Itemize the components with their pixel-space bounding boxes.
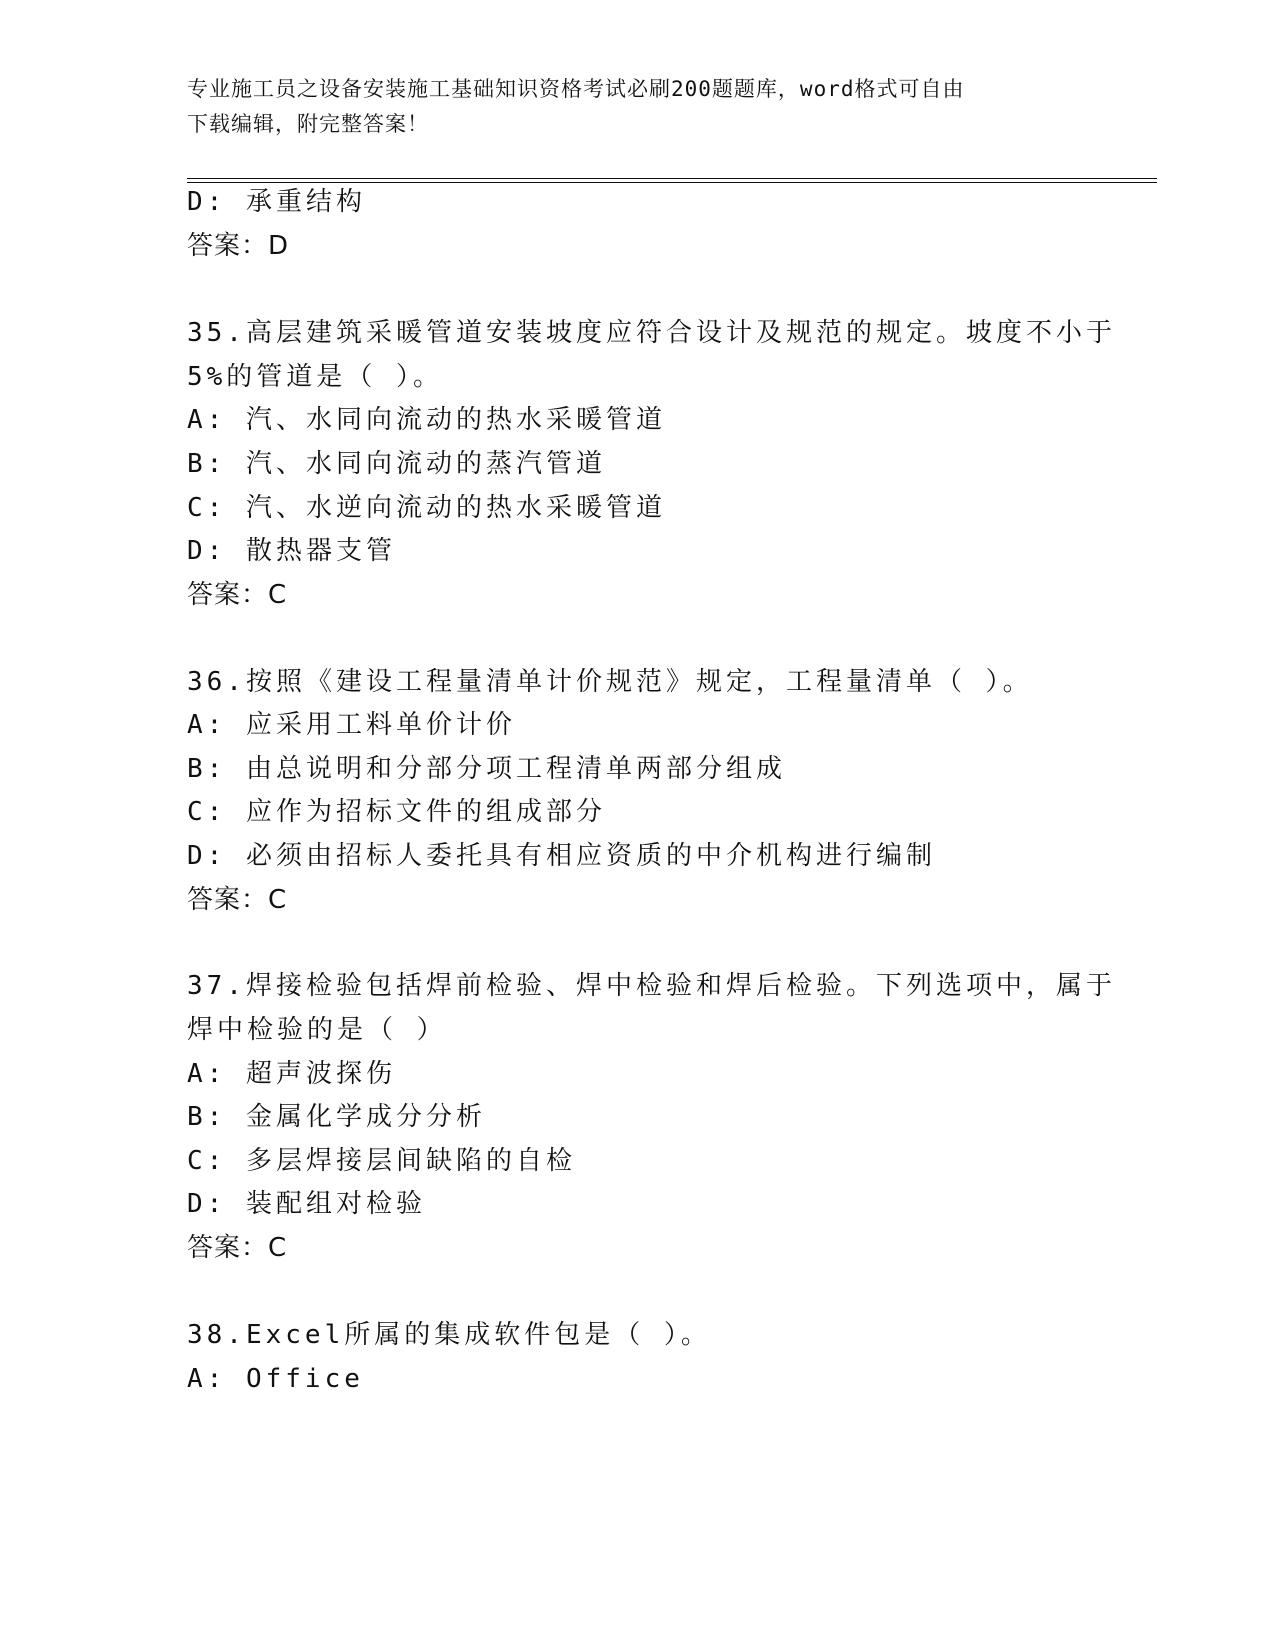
question-35-option-c: C: 汽、水逆向流动的热水采暖管道 — [187, 493, 666, 523]
question-37-option-d: D: 装配组对检验 — [187, 1189, 426, 1219]
prev-answer: 答案：D — [187, 231, 290, 261]
question-35-option-a: A: 汽、水同向流动的热水采暖管道 — [187, 405, 666, 435]
question-38-option-a: A: Office — [187, 1364, 364, 1394]
document-header — [187, 72, 1067, 142]
question-36-option-d: D: 必须由招标人委托具有相应资质的中介机构进行编制 — [187, 841, 936, 871]
question-35-stem-line1: 35.高层建筑采暖管道安装坡度应符合设计及规范的规定。坡度不小于 — [187, 318, 1116, 348]
question-37-option-a: A: 超声波探伤 — [187, 1059, 396, 1089]
question-35-answer: 答案：C — [187, 580, 288, 610]
header-divider — [187, 178, 1157, 183]
question-35-option-d: D: 散热器支管 — [187, 536, 396, 566]
document-page — [187, 0, 1157, 1650]
question-37-answer: 答案：C — [187, 1233, 288, 1263]
question-38-stem-line1: 38.Excel所属的集成软件包是（ ）。 — [187, 1320, 711, 1350]
question-37-option-b: B: 金属化学成分分析 — [187, 1102, 486, 1132]
prev-option-d: D: 承重结构 — [187, 187, 366, 217]
header-title-line2: 下载编辑，附完整答案！ — [187, 112, 429, 136]
header-title-line1: 专业施工员之设备安装施工基础知识资格考试必刷200题题库，word格式可自由 — [187, 77, 965, 101]
question-37-option-c: C: 多层焊接层间缺陷的自检 — [187, 1146, 576, 1176]
question-36-option-b: B: 由总说明和分部分项工程清单两部分组成 — [187, 754, 786, 784]
question-36-option-c: C: 应作为招标文件的组成部分 — [187, 797, 606, 827]
question-36-option-a: A: 应采用工料单价计价 — [187, 710, 516, 740]
question-35-option-b: B: 汽、水同向流动的蒸汽管道 — [187, 449, 606, 479]
question-35-stem-line2: 5%的管道是（ ）。 — [187, 362, 443, 392]
question-36-stem-line1: 36.按照《建设工程量清单计价规范》规定，工程量清单（ ）。 — [187, 667, 1033, 697]
question-36-answer: 答案：C — [187, 885, 288, 915]
question-37-stem-line2: 焊中检验的是（ ） — [187, 1015, 447, 1045]
question-37-stem-line1: 37.焊接检验包括焊前检验、焊中检验和焊后检验。下列选项中，属于 — [187, 971, 1116, 1001]
